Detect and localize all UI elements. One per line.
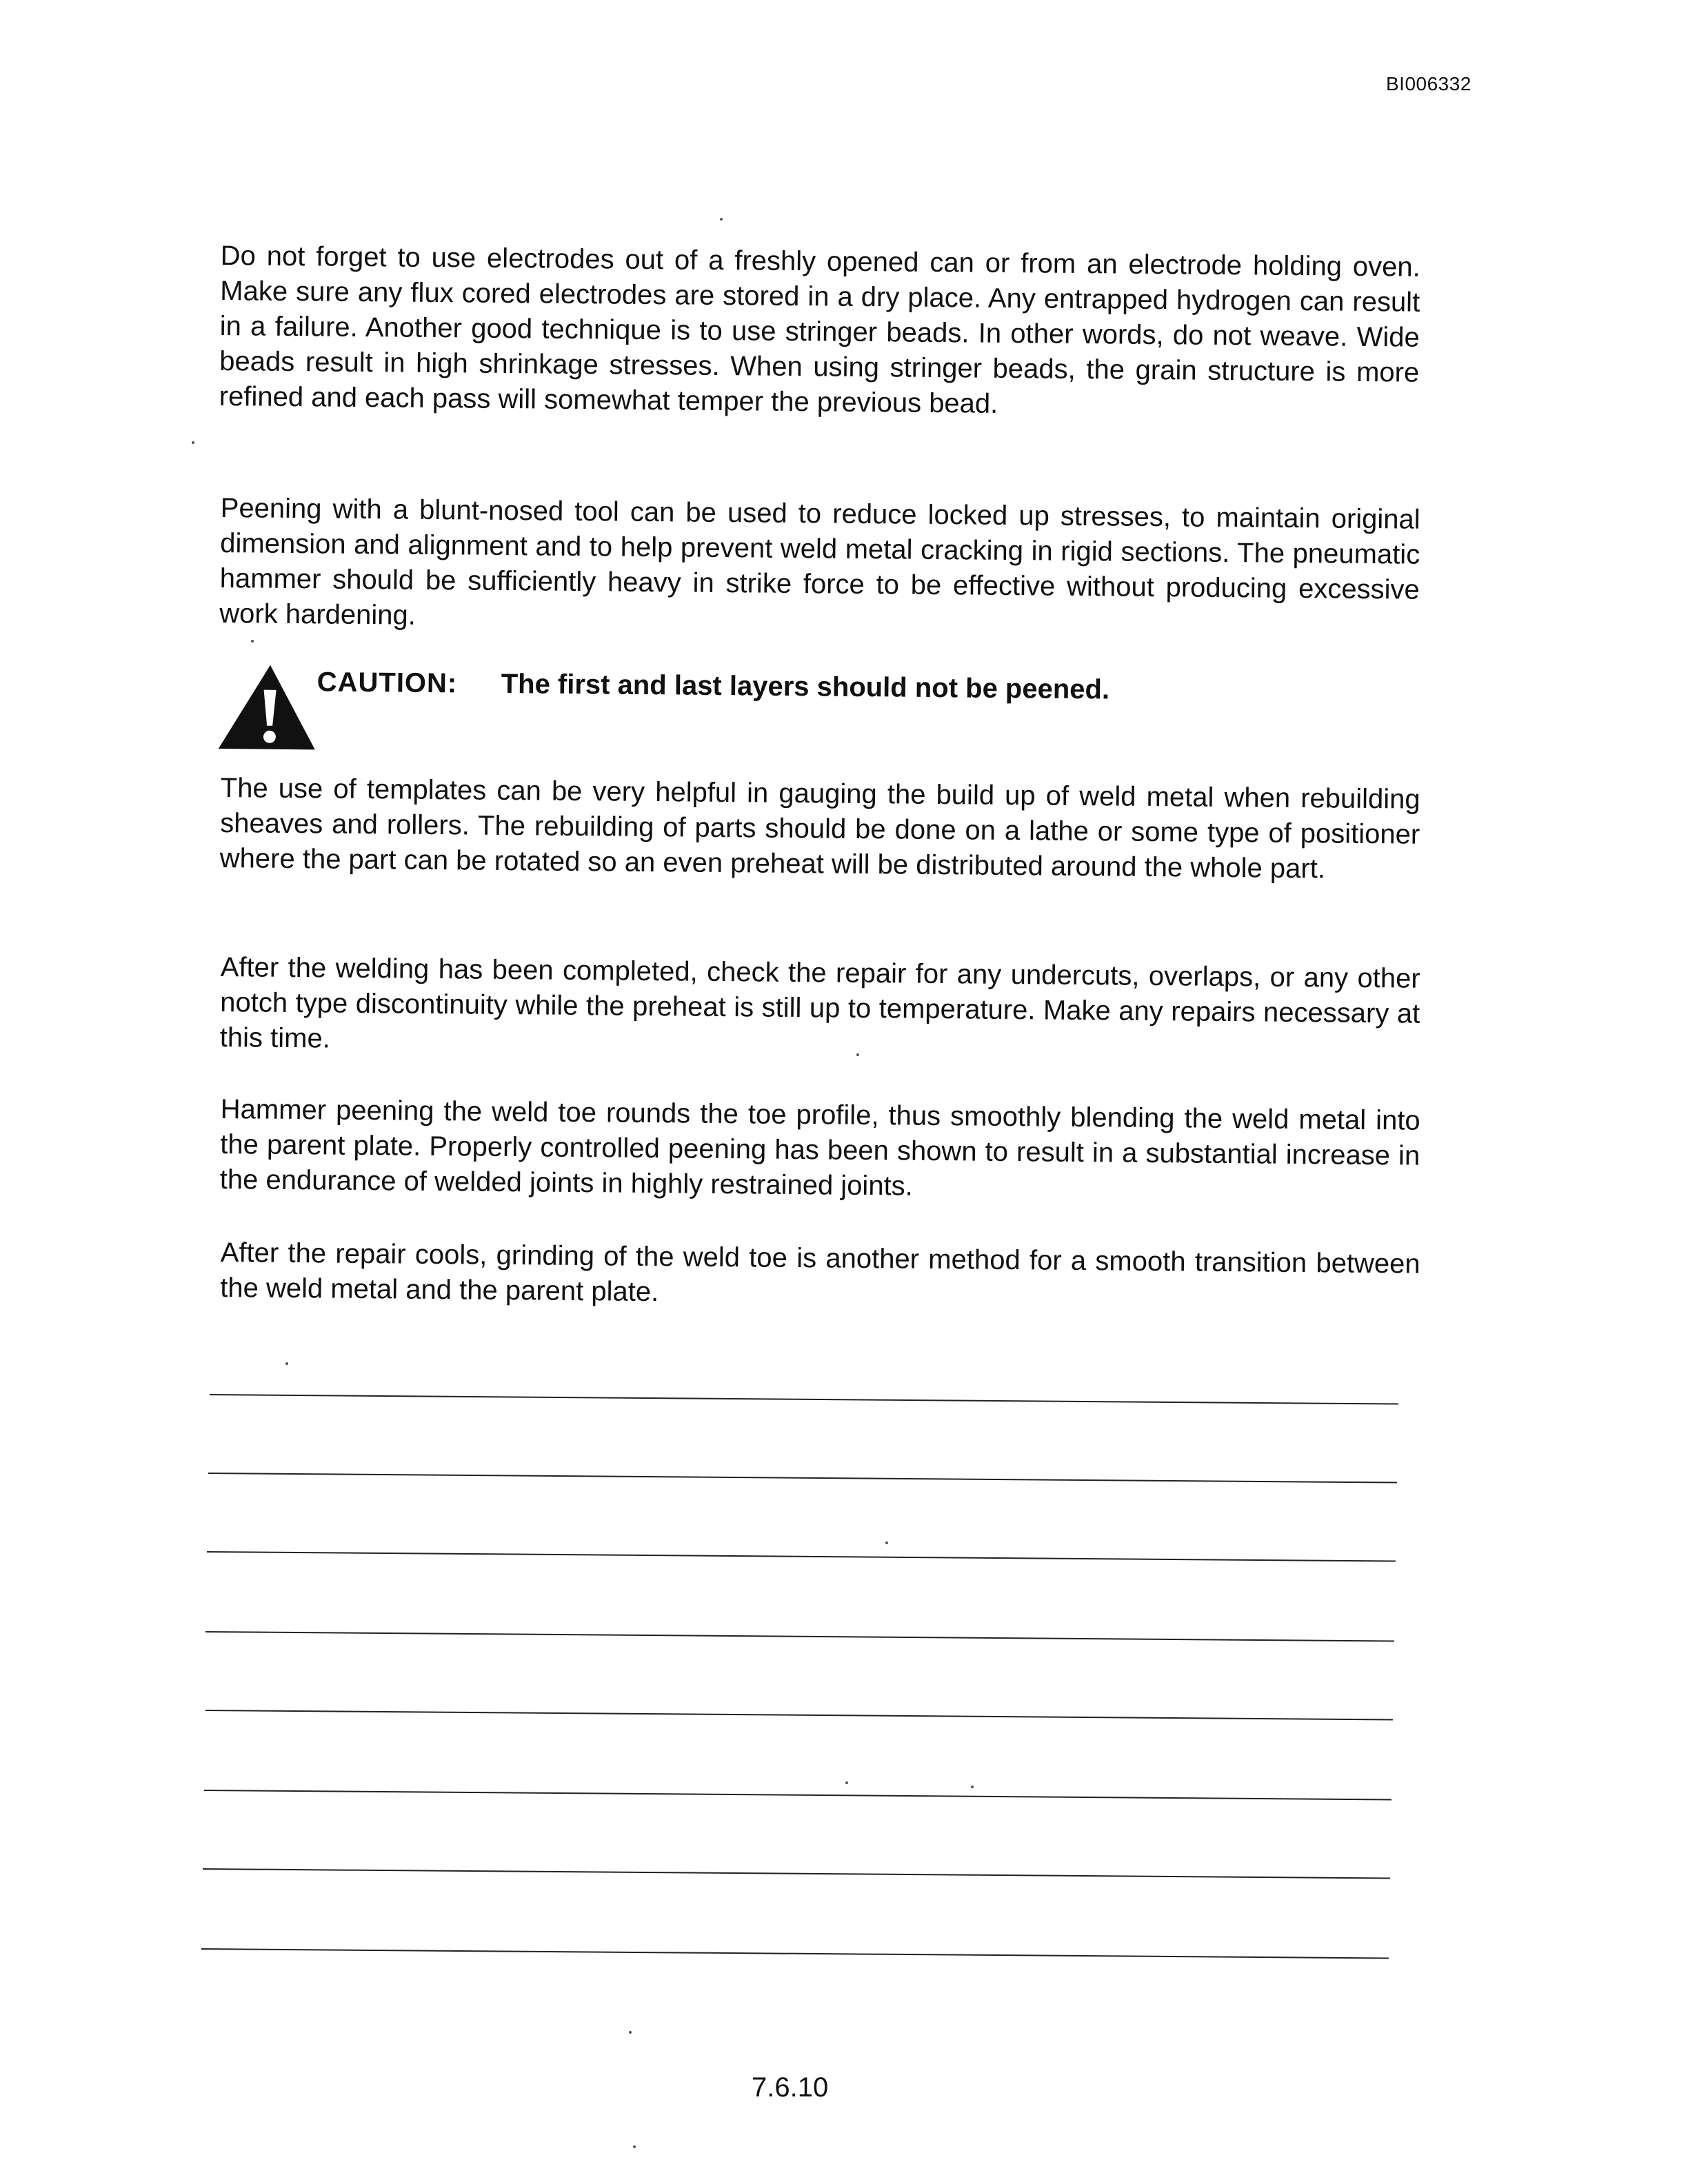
caution-notice (214, 662, 1443, 763)
paragraph-hammer-peening: Hammer peening the weld toe rounds the toe profile, thus smoothly blending the weld metal into the parent plate. Properly controlled peening has been shown to result in a substantial increase in the endurance of welded joints in highly restrained joints. (219, 1093, 1420, 1202)
document-id: BI006332 (1386, 73, 1471, 94)
caution-label: CAUTION: (316, 667, 458, 699)
scan-speck (885, 1541, 888, 1544)
note-line (205, 1710, 1393, 1721)
scan-speck (720, 218, 723, 221)
paragraph-templates: The use of templates can be very helpful in gauging the build up of weld metal when rebuilding sheaves and rollers. The rebuilding of parts should be done on a lathe or some type of positioner where the part can be rotated so an even preheat will be distributed around the whole part. (219, 772, 1420, 884)
scan-speck (971, 1786, 974, 1788)
paragraph-grinding: After the repair cools, grinding of the weld toe is another method for a smooth transition between the weld metal and the parent plate. (220, 1237, 1420, 1308)
paragraph-electrodes: Do not forget to use electrodes out of a freshly opened can or from an electrode holding oven. Make sure any flux cored electrodes are stored in a dry place. Any entrapped hydrogen can result in a failure. Another good technique is to use stringer beads. In other words, do not weave. Wide beads result in high shrinkage stresses. When using stringer beads, the grain structure is more refined and each pass will somewhat temper the previous bead. (219, 240, 1420, 419)
scan-speck (845, 1781, 848, 1784)
note-line (207, 1551, 1396, 1562)
note-line (201, 1948, 1389, 1959)
scan-speck (251, 640, 254, 643)
caution-text: The first and last layers should not be peened. (501, 668, 1110, 705)
page-number: 7.6.10 (752, 2072, 829, 2103)
paragraph-inspection: After the welding has been completed, check the repair for any undercuts, overlaps, or any other notch type discontinuity while the preheat is still up to temperature. Make any repairs necessary at this time. (219, 951, 1420, 1054)
note-line (208, 1473, 1397, 1484)
scan-speck (633, 2145, 636, 2148)
scan-speck (629, 2031, 632, 2034)
paragraph-peening: Peening with a blunt-nosed tool can be used to reduce locked up stresses, to maintain original dimension and alignment and to help prevent weld metal cracking in rigid sections. The pneumatic hammer should be sufficiently heavy in strike force to be effective without producing excessive work hardening. (219, 492, 1420, 631)
scan-speck (856, 1053, 859, 1056)
scan-speck (192, 441, 194, 444)
note-line (204, 1790, 1391, 1801)
scan-speck (285, 1362, 288, 1365)
warning-triangle-icon (214, 662, 319, 752)
note-line (203, 1868, 1390, 1879)
note-line (210, 1394, 1398, 1405)
note-line (205, 1631, 1394, 1642)
